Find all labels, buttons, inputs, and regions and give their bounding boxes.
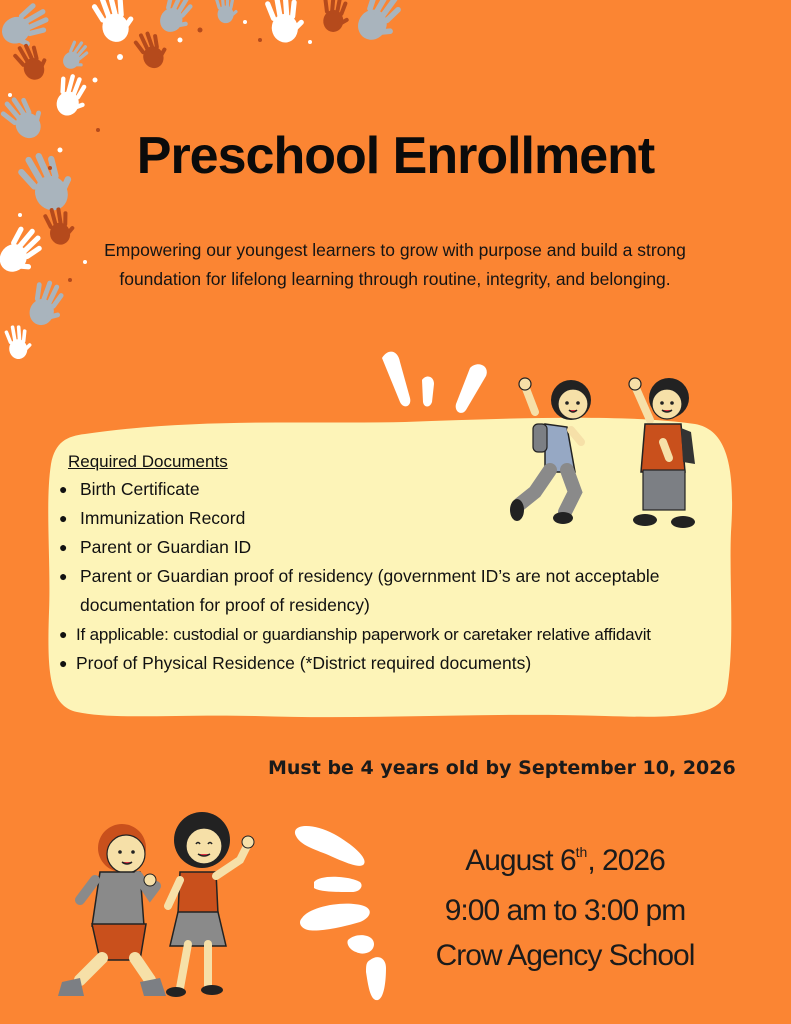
bullet-icon: ● (59, 568, 68, 584)
event-details (400, 838, 730, 978)
page-subtitle: Empowering our youngest learners to grow with purpose and build a strong foundation for lifelong learning through routine, integrity, and belonging. (104, 240, 686, 289)
list-item: ● Proof of Physical Residence (*District required documents) (52, 649, 742, 678)
bullet-icon: ● (59, 510, 68, 526)
list-item: ● Birth Certificate (52, 475, 742, 504)
bullet-icon: ● (59, 655, 68, 671)
children-playing-illustration (40, 810, 265, 1005)
event-location: Crow Agency School (435, 939, 695, 972)
page-title: Preschool Enrollment (136, 127, 655, 185)
required-documents-list (52, 475, 742, 678)
burst-decoration-icon (370, 340, 510, 420)
age-requirement: Must be 4 years old by September 10, 2026 (268, 757, 736, 779)
list-item: ● Parent or Guardian proof of residency (government ID’s are not acceptable documentation for proof of residency) (52, 562, 720, 620)
required-documents-heading: Required Documents (68, 452, 228, 471)
list-item: ● Parent or Guardian ID (52, 533, 742, 562)
bullet-icon: ● (59, 481, 68, 497)
event-time: 9:00 am to 3:00 pm (444, 894, 686, 927)
bullet-icon: ● (59, 539, 68, 555)
bullet-icon: ● (59, 626, 68, 642)
list-item: ● Immunization Record (52, 504, 742, 533)
event-date: August 6th, 2026 (465, 844, 665, 877)
list-item: ● If applicable: custodial or guardianship paperwork or caretaker relative affidavit (52, 620, 742, 649)
burst-decoration-icon (290, 822, 400, 1002)
required-documents-section (52, 452, 742, 678)
